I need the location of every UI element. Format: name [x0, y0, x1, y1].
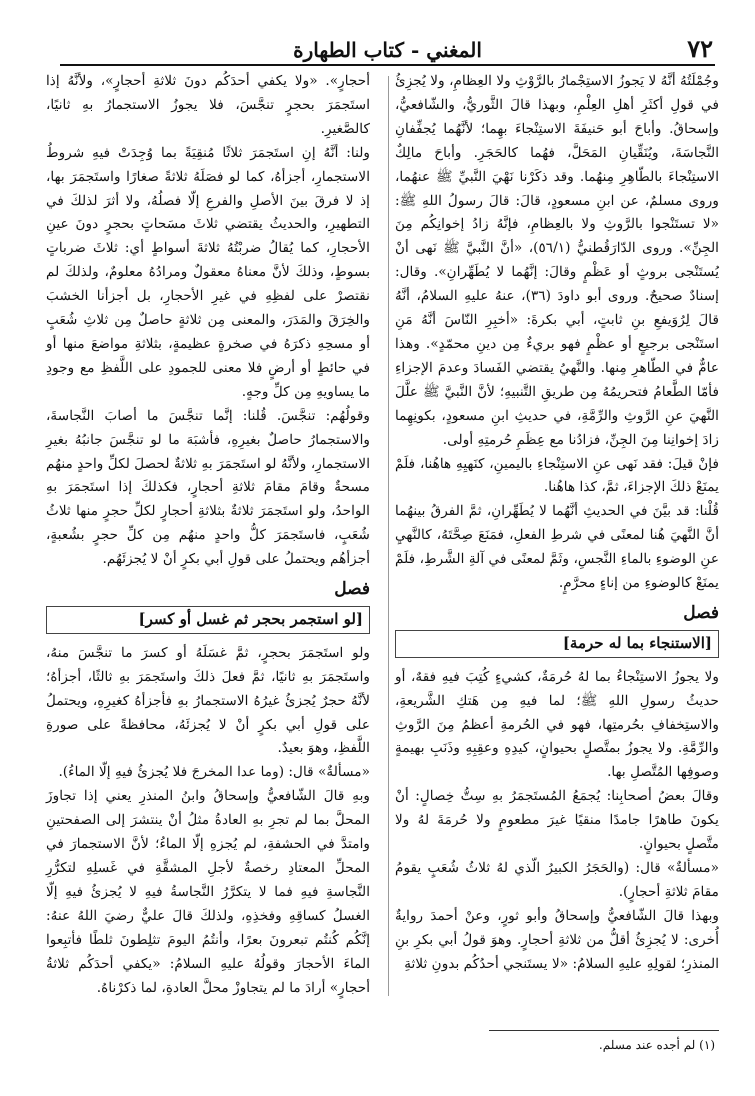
footnote-text: لم أجده عند مسلم.: [598, 1038, 696, 1052]
footnote: [599, 1038, 715, 1052]
right-paragraph: فإنْ قيلَ: فقد نَهى عنِ الاستِنْجاءِ باليمينِ، كنَهيِهِ هاهُنا، فلَمْ يمنَعْ ذلكَ الإجزاءَ، ثمَّ، كذا هاهُنا.: [395, 455, 719, 496]
section-heading: فصل: [334, 579, 370, 600]
left-paragraph: ولو استَجمَرَ بحجرٍ، ثمَّ غسَلَهُ أو كسرَ ما تنجَّسَ منهُ، واستَجمَرَ بهِ ثانيًا، ثمَّ فعلَ ذلكَ واستَجمَرَ بهِ ثالثًا، أجزأهُ؛ لأنَّهُ حجرٌ يُجزئُ غيرُهُ الاستجمارُ بهِ فأجزأهُ كغيرِهِ، ويحتملُ على قولِ أبي بكرٍ أنْ لا يُجزئَهُ، محافظةً على صورةِ اللَّفظِ، وهوَ بعيدٌ.: [46, 644, 370, 757]
right-paragraph: ولا يجوزُ الاستِنْجاءُ بما لهُ حُرمَةٌ، كشيءٍ كُتِبَ فيهِ فقهٌ، أو حديثُ رسولِ اللهِ ﷺ؛ لما فيهِ مِن هَتكِ الشَّريعةِ، والاستِخفافِ بحُرمتِها، فهو في الحُرمةِ أعظمُ مِنَ الرَّوثِ والرِّمَّةِ. ولا يجوزُ بمتَّصلٍ بحيوانٍ، كيدِهِ وعقِبِهِ وذَنَبِ بهيمةٍ وصوفِها المُتَّصلِ بها.: [395, 668, 719, 781]
right-paragraph: وبهذا قالَ الشّافعيُّ وإسحاقُ وأبو ثورٍ، وعنْ أحمدَ روايةٌ أُخرى: لا يُجزِئُ أقلُّ من ثلاثةِ أحجارٍ. وهوَ قولُ أبي بكرِ بنِ المنذرِ؛ لقولِهِ عليهِ السلامُ: «لا يستَنجي أحدُكُم بدونِ ثلاثةِ: [395, 907, 719, 972]
masala-paragraph: «مسألةٌ» قال: (والحَجَرُ الكبيرُ الّذي لهُ ثلاثُ شُعَبٍ يقومُ مقامَ ثلاثةِ أحجارٍ).: [395, 860, 719, 900]
section-subheading: [لو استجمر بحجر ثم غسل أو كسر]: [46, 606, 370, 634]
section-subheading: [الاستنجاء بما له حرمة]: [395, 630, 719, 658]
page-header: [60, 34, 715, 66]
left-column: [46, 70, 370, 1000]
masala-paragraph: «مسألةٌ» قال: (وما عدا المخرجَ فلا يُجزئُ فيهِ إلّا الماءُ).: [58, 764, 370, 781]
right-paragraph: قُلْنا: قد بيَّنَ في الحديثِ أنَّهُما لا يُطَهِّرانِ، ثمَّ الفرقُ بينهُما أنَّ النَّهيَ هُنا لمعنًى في شرطِ الفعلِ، فمَنَعَ صِحَّتَهُ، كالنَّهيِ عنِ الوضوءِ بالماءِ النَّجسِ، وثَمَّ لمعنًى في آلةِ الشَّرطِ، فلَمْ يمنَعْ كالوضوءِ من إناءٍ محرَّمٍ.: [395, 503, 719, 592]
chapter-name: كتاب الطهارة: [293, 38, 405, 62]
left-paragraph: وقولُهُم: تنجَّسَ. قُلنا: إنَّما تنجَّسَ ما أصابَ النَّجاسةَ، والاستجمارُ حاصلٌ بغيرِهِ، فأشبَهَ ما لو تنجَّسَ جانبُهُ بغيرِ الاستجمارِ، ولأنَّهُ لو استَجمَرَ بهِ ثلاثةٌ لحصلَ لكلِّ واحدٍ منهُم مسحةٌ وقامَ مقامَ ثلاثةِ أحجارٍ، فكذلكَ إذا استَجمَرَ بهِ الواحدُ، ولو استَجمَرَ ثلاثةٌ بثلاثةِ أحجارٍ لكلِّ حجرٍ منها ثلاثُ شُعَبٍ، فاستَجمَرَ كلُّ واحدٍ منهُم مِن كلِّ حجرٍ بشُعبةٍ، أجزأهُم ويحتملُ على قولِ أبي بكرٍ أنْ لا يُجزئَهُم.: [46, 407, 370, 568]
book-name: المغني: [426, 38, 482, 62]
left-paragraph: ولنا: أنَّهُ إنِ استَجمَرَ ثلاثًا مُنقِيَةً بما وُجِدَتْ فيهِ شروطُ الاستجمارِ، أجزأهُ، كما لو فصَلَهُ ثلاثةً صغارًا واستَجمَرَ بها، إذ لا فرقَ بينَ الأصلِ والفرعِ إلّا فصلُهُ، ولا أثرَ لذلكَ في التطهيرِ، والحديثُ يقتضي ثلاثَ مسَحاتٍ بحجرٍ دونَ عينِ الأحجارِ، كما يُقالُ ضربْتُهُ ثلاثةَ أسواطٍ أي: ثلاثَ ضرباتٍ بسوطٍ، وذلكَ لأنَّ معناهُ معقولٌ ومرادُهُ معلومٌ، ولذلكَ لم نقتصرْ على لفظِهِ في غيرِ الأحجارِ، بل أجزأنا الخشبَ والخِرَقَ والمَدَرَ، والمعنى مِن ثلاثةٍ حاصلٌ مِن ثلاثِ شُعَبٍ أو مسحِهِ ذكرَهُ في صخرةٍ عظيمةٍ، بثلاثةِ مواضعَ منها أو في حائطٍ أو أرضٍ فلا معنى للجمودِ على اللَّفظِ مع وجودِ ما يساويهِ مِن كلِّ وجهٍ.: [46, 144, 370, 400]
left-paragraph: وبهِ قالَ الشّافعيُّ وإسحاقُ وابنُ المنذرِ يعني إذا تجاوزَ المحلَّ بما لم تجرِ بهِ العادةُ مثلُ أنْ ينتشرَ إلى الصفحتينِ وامتدَّ في الحشفةِ، لم يُجزهِ إلّا الماءُ؛ لأنَّ الاستجمارَ في المحلِّ المعتادِ رخصةٌ لأجلِ المشقَّةِ في غَسلِهِ لتكرُّرِ النَّجاسةِ فيهِ فما لا يتكرَّرُ النَّجاسةُ فيهِ لا يُجزئُ فيهِ إلّا الغسلُ كساقِهِ وفخذِهِ، ولذلكَ قالَ عليٌّ رضيَ اللهُ عنهُ: إنَّكُم كُنتُم تبعرونَ بعرًا، وأنتُمُ اليومَ تثلِطونَ ثلطًا فأتبِعوا الماءَ الأحجارَ وقولُهُ عليهِ السلامُ: «يكفي أحدَكُم ثلاثةُ أحجارٍ» أرادَ ما لم يتجاوزْ محلَّ العادةِ، لما ذكرْناهُ.: [46, 788, 370, 996]
page-number: ٧٢: [687, 34, 713, 63]
right-paragraph: وجُمْلَتُهُ أنَّهُ لا يَجوزُ الاستِجْمارُ بالرَّوْثِ ولا العِظامِ، ولا يُجزِئُ في قولِ أكثَرِ أهلِ العِلْمِ، وبهذا قالَ الثَّوريُّ، والشّافعيُّ، وإسحاقُ. وأباحَ أبو حَنيفَةَ الاستِنْجاءَ بهِما؛ لأنَّهُما يُجفِّفانِ النَّجاسَةَ، ويُنَقِّيانِ المَحَلَّ، فهُما كالحَجَرِ. وأباحَ مالِكٌ الاستِنْجاءَ بالطّاهِرِ مِنهُما. وقد ذكَرْنا نَهْيَ النَّبيِّ ﷺ عنهُما، وروى مسلمٌ، عن ابنِ مسعودٍ، قالَ: قالَ رسولُ اللهِ ﷺ: «لا تستَنْجوا بالرَّوثِ ولا بالعِظامِ، فإنَّهُ زادُ إخوانِكُم مِنَ الجِنِّ». وروى الدّارَقُطنيُّ (٥٦/١)، «أنَّ النَّبيَّ ﷺ نَهى أنْ يُستَنْجى بروثٍ أو عَظْمٍ وقالَ: إنَّهُما لا يُطَهِّرانِ». وقال: إسنادٌ صحيحٌ. وروى أبو داودَ (٣٦)، عنهُ عليهِ السلامُ، أنَّهُ قالَ لِرُوَيفعِ بنِ ثابتٍ، أبي بكرةَ: «أخبِرِ النّاسَ أنَّهُ مَنِ استَنْجى برجيعٍ أو عظْمٍ فهو بريءٌ مِن دينِ محمّدٍ». وهذا عامٌّ في الطّاهرِ مِنها. والنَّهيُ يقتضي الفَسادَ وعدمَ الإجزاءِ فأمّا الطَّعامُ فتحريمُهُ مِن طريقِ التَّنبيهِ؛ لأنَّ النَّبيَّ ﷺ علَّلَ النَّهيَ عنِ الرَّوثِ والرِّمَّةِ، في حديثِ ابنِ مسعودٍ، بكونِهِما زادَ إخوانِنا مِنَ الجِنِّ، فزادُنا مع عِظَمِ حُرمتِهِ أولى.: [395, 73, 719, 448]
column-divider: [388, 76, 389, 996]
page-title: [293, 38, 482, 62]
text-columns: [46, 70, 719, 1000]
title-separator: -: [404, 38, 427, 62]
footnote-marker: (١): [699, 1038, 715, 1052]
section-heading: فصل: [683, 602, 719, 623]
right-column: [395, 70, 719, 977]
right-paragraph: وقالَ بعضُ أصحابِنا: يُجمَعُ المُستَجمَرُ بهِ سِتُّ خِصالٍ: أنْ يكونَ طاهرًا جامدًا منقيًا غيرَ مطعومٍ ولا حُرمَةَ لهُ ولا متَّصلٍ بحيوانٍ.: [395, 788, 719, 853]
footnote-rule: [489, 1030, 719, 1031]
left-paragraph: أحجارٍ». «ولا يكفي أحدَكُم دونَ ثلاثةِ أحجارٍ»، ولأنَّهُ إذا استَجمَرَ بحجرٍ تنجَّسَ، فلا يجوزُ الاستجمارُ بهِ ثانيًا، كالصَّغيرِ.: [46, 73, 370, 137]
